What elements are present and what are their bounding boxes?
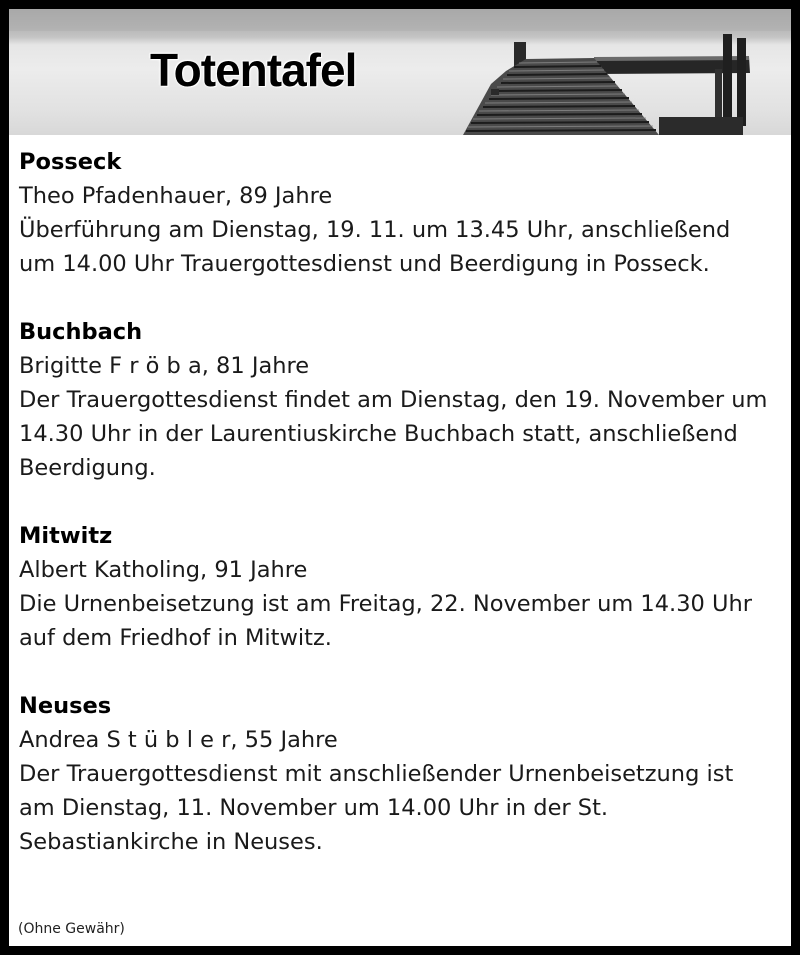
service-details-line: Beerdigung.	[19, 455, 156, 481]
deceased-name: Theo Pfadenhauer, 89 Jahre	[19, 183, 333, 209]
place-heading: Mitwitz	[19, 523, 113, 549]
obituary-entry-mitwitz	[19, 519, 791, 655]
service-details-line: Sebastiankirche in Neuses.	[19, 829, 323, 855]
header-banner	[9, 9, 791, 135]
service-details-line: 14.30 Uhr in der Laurentiuskirche Buchbach statt, anschließend	[19, 421, 738, 447]
place-heading: Buchbach	[19, 319, 143, 345]
obituary-board	[9, 9, 791, 946]
obituary-entry-posseck	[19, 145, 791, 281]
deceased-name: Albert Katholing, 91 Jahre	[19, 557, 308, 583]
deceased-name: Brigitte F r ö b a, 81 Jahre	[19, 353, 310, 379]
place-heading: Neuses	[19, 693, 112, 719]
obituary-entry-neuses	[19, 689, 791, 859]
page-title: Totentafel	[150, 44, 357, 96]
service-details-line: Überführung am Dienstag, 19. 11. um 13.45 Uhr, anschließend	[19, 217, 731, 243]
service-details-line: Der Trauergottesdienst findet am Dienstag, den 19. November um	[19, 387, 768, 413]
obituary-list	[19, 145, 791, 893]
service-details-line: um 14.00 Uhr Trauergottesdienst und Beerdigung in Posseck.	[19, 251, 710, 277]
service-details-line: auf dem Friedhof in Mitwitz.	[19, 625, 332, 651]
service-details-line: am Dienstag, 11. November um 14.00 Uhr in der St.	[19, 795, 609, 821]
deceased-name: Andrea S t ü b l e r, 55 Jahre	[19, 727, 338, 753]
obituary-entry-buchbach	[19, 315, 791, 485]
place-heading: Posseck	[19, 149, 122, 175]
pier-on-lake-icon	[9, 9, 791, 135]
disclaimer: (Ohne Gewähr)	[18, 921, 125, 937]
service-details-line: Der Trauergottesdienst mit anschließender Urnenbeisetzung ist	[19, 761, 734, 787]
service-details-line: Die Urnenbeisetzung ist am Freitag, 22. November um 14.30 Uhr	[19, 591, 752, 617]
